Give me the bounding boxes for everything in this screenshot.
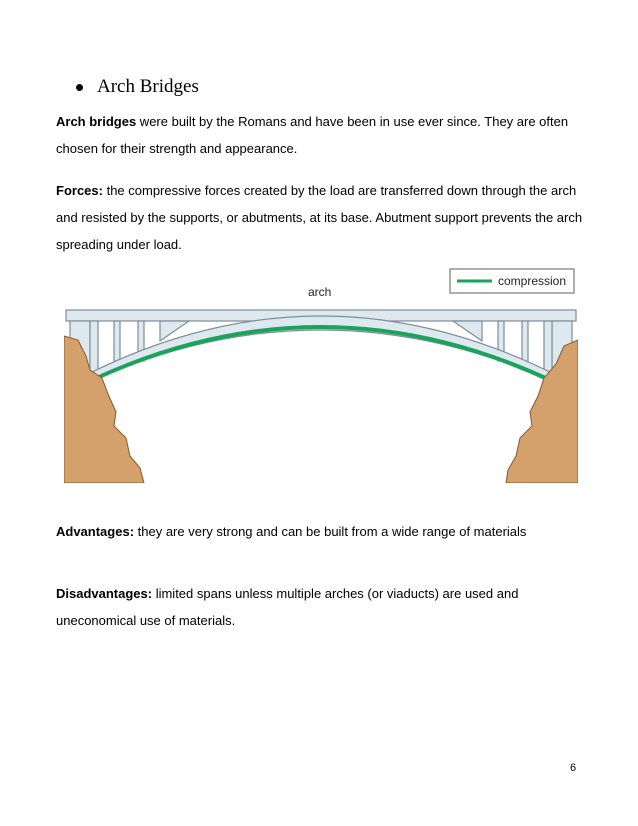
arch-bridge-svg (64, 266, 578, 483)
paragraph-advantages (56, 518, 596, 545)
page-number: 6 (570, 762, 577, 774)
paragraph-forces (56, 177, 596, 258)
paragraph-disadvantages-text: limited spans unless multiple arches (or viaducts) are used and uneconomical use of materials. (56, 586, 519, 628)
arch-bridge-diagram (64, 266, 578, 483)
paragraph-advantages-text: they are very strong and can be built from a wide range of materials (134, 524, 527, 539)
section-heading (64, 76, 199, 98)
legend-label: compression (498, 274, 567, 288)
paragraph-disadvantages-lead: Disadvantages: (56, 586, 153, 601)
paragraph-intro (56, 108, 596, 162)
compression-line (88, 327, 554, 382)
paragraph-advantages-lead: Advantages: (56, 524, 135, 539)
arch-label: arch (308, 285, 332, 299)
paragraph-intro-lead: Arch bridges (56, 114, 137, 129)
bullet-icon (76, 84, 83, 91)
paragraph-intro-text: were built by the Romans and have been in use ever since. They are often chosen for their strength and appearance. (56, 114, 569, 156)
paragraph-disadvantages (56, 580, 596, 634)
paragraph-forces-lead: Forces: (56, 183, 103, 198)
heading-text: Arch Bridges (97, 76, 199, 97)
paragraph-forces-text: the compressive forces created by the load are transferred down through the arch and resisted by the supports, or abutments, at its base. Abutment support prevents the arch spreading under load. (56, 183, 583, 252)
